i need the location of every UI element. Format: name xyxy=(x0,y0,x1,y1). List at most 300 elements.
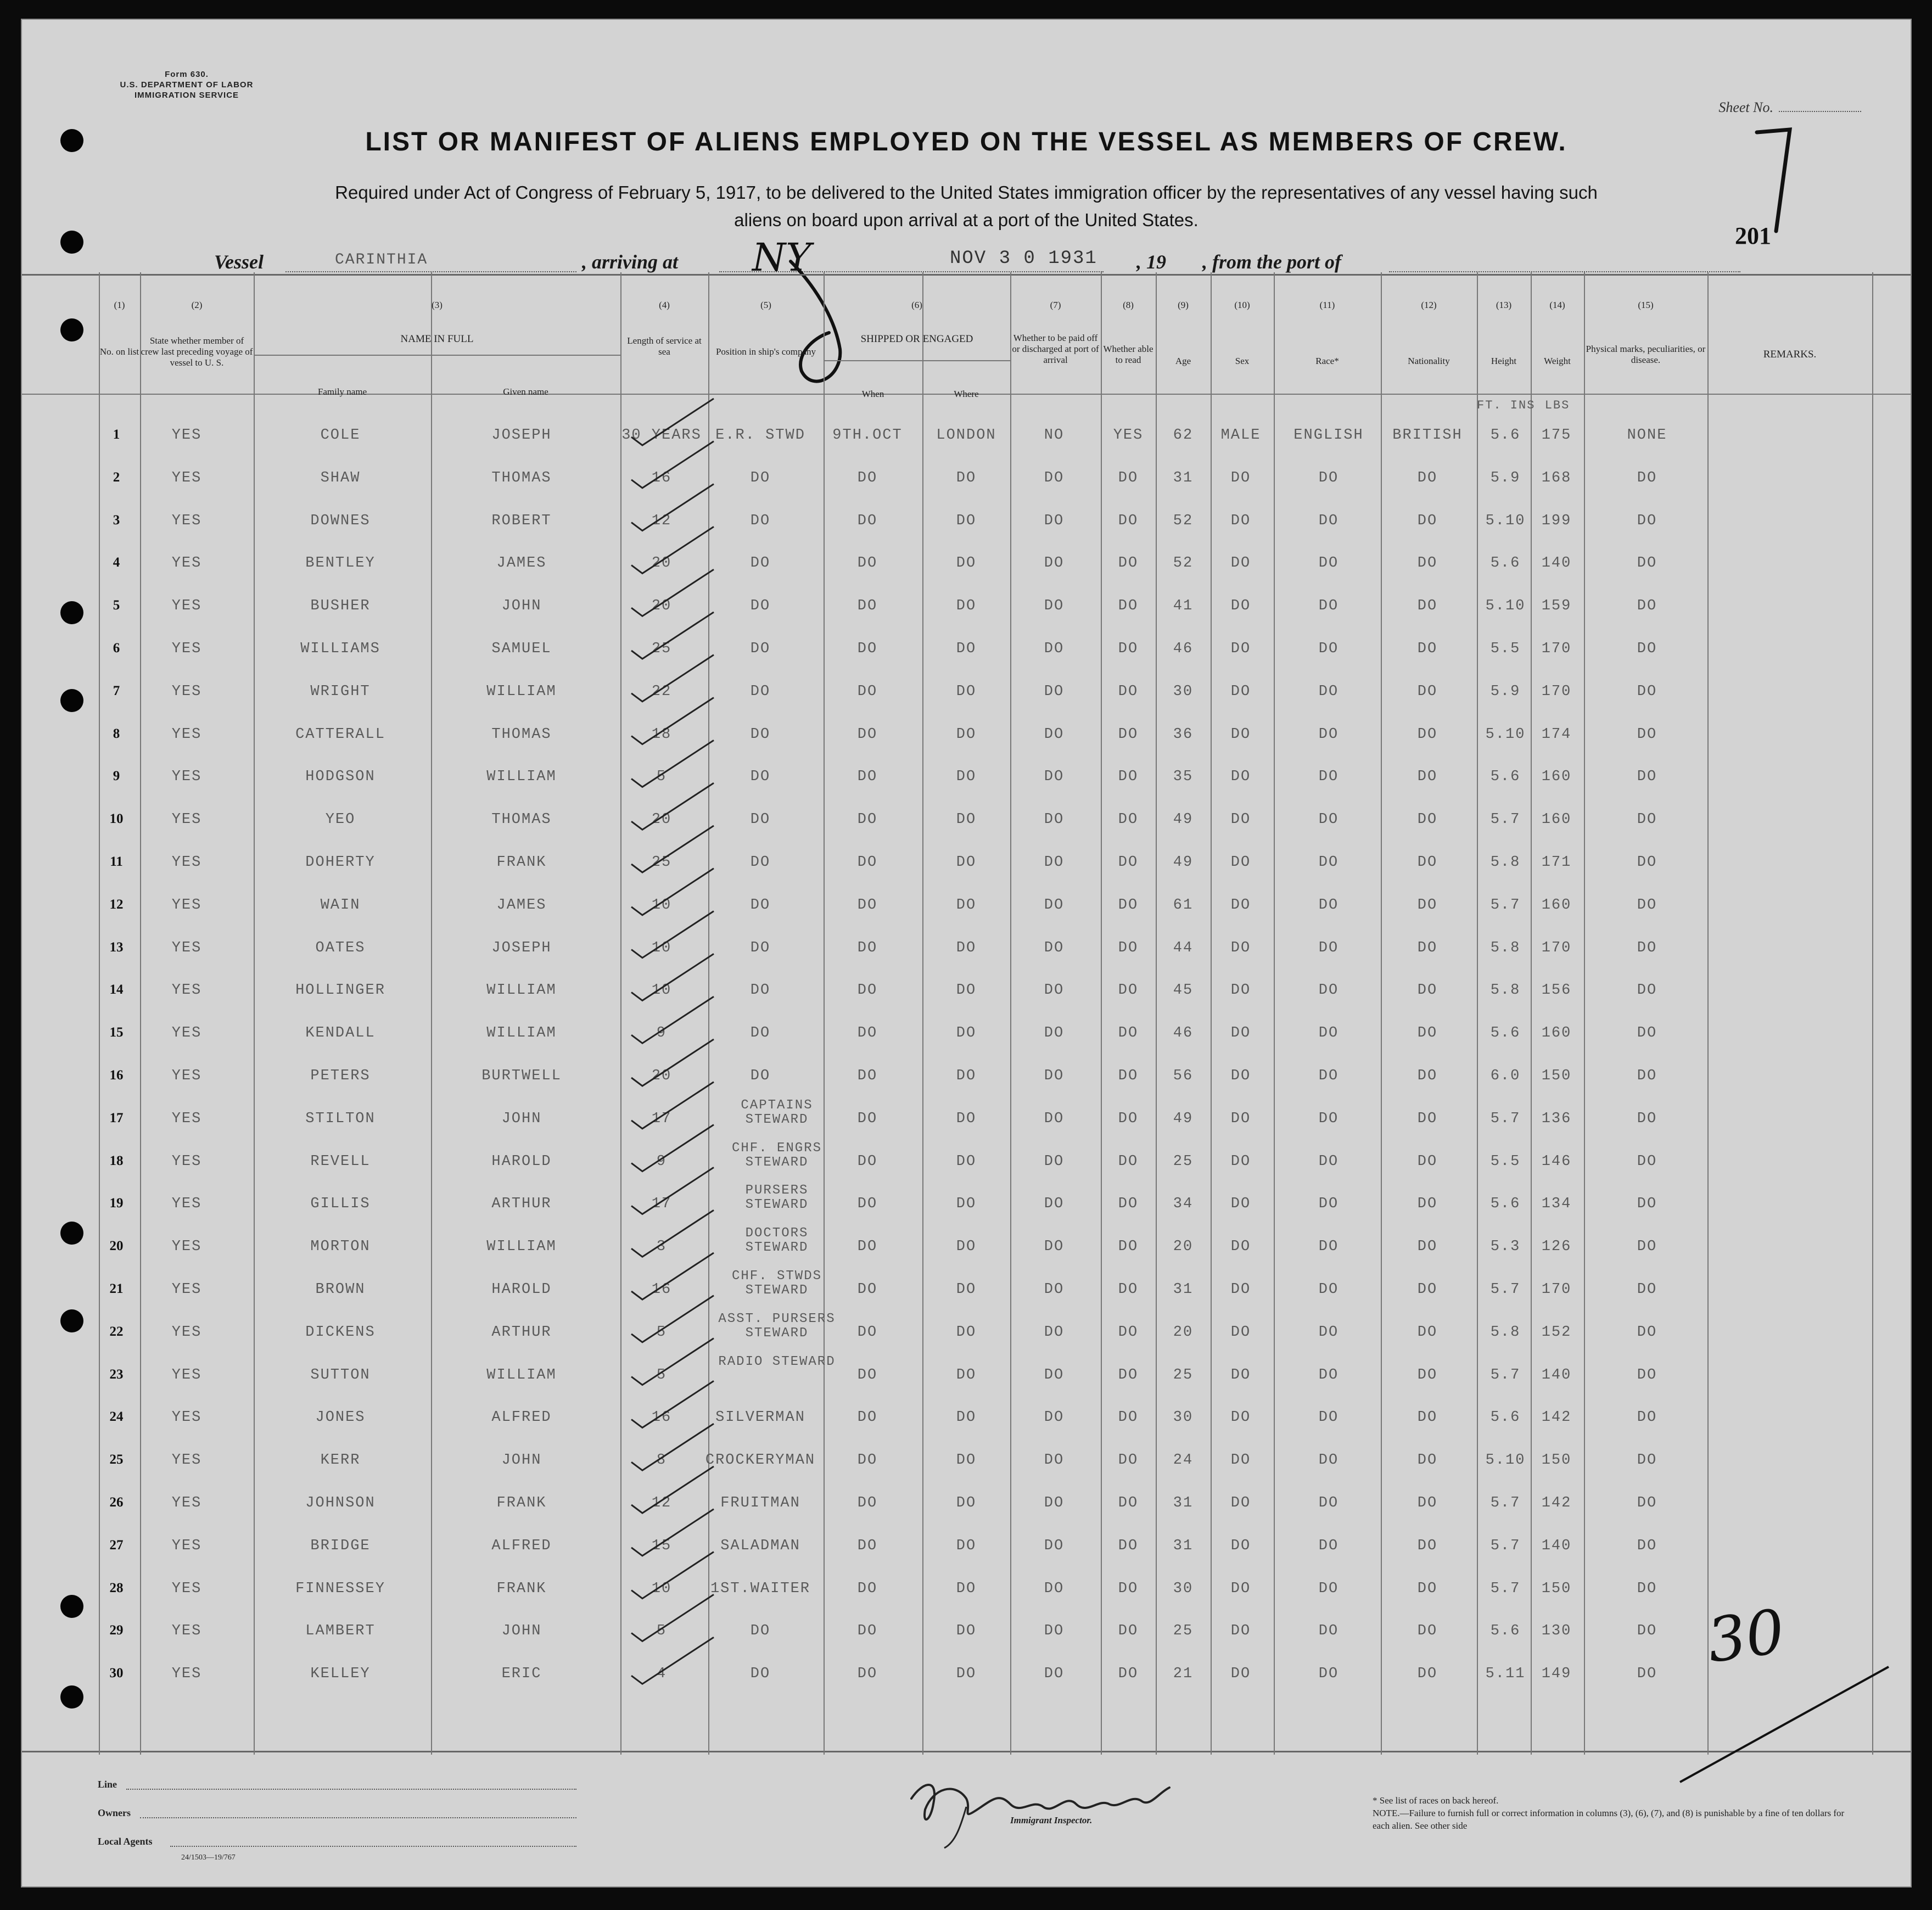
cell-when: 9TH.OCT xyxy=(832,427,903,444)
cell-service: 9 xyxy=(656,1025,667,1042)
cell-age: 41 xyxy=(1173,598,1194,615)
cell-sex: DO xyxy=(1230,1537,1251,1554)
inspector-label: Immigrant Inspector. xyxy=(1010,1815,1093,1825)
cell-when: DO xyxy=(857,683,878,700)
cell-sex: DO xyxy=(1230,854,1251,871)
cell-service: 10 xyxy=(651,939,672,956)
cell-when: DO xyxy=(857,512,878,529)
cell-race: DO xyxy=(1318,1025,1339,1042)
col-header-age-num: (9) xyxy=(1178,300,1189,310)
cell-where: DO xyxy=(956,1281,977,1298)
cell-race: DO xyxy=(1318,982,1339,999)
cell-n: 15 xyxy=(109,1025,124,1040)
handwritten-flourish xyxy=(780,228,862,404)
cell-weight: 152 xyxy=(1541,1324,1572,1341)
footnote-races: * See list of races on back hereof. xyxy=(1373,1795,1499,1806)
inspector-signature xyxy=(900,1760,1197,1853)
cell-position: FRUITMAN xyxy=(720,1495,800,1511)
cell-where: DO xyxy=(956,512,977,529)
cell-position: DO xyxy=(750,726,771,743)
cell-race: DO xyxy=(1318,1239,1339,1256)
cell-position: CHF. STWDS STEWARD xyxy=(731,1269,822,1298)
cell-height: 5.8 xyxy=(1490,854,1521,871)
cell-given: HAROLD xyxy=(491,1281,552,1298)
cell-read: DO xyxy=(1118,512,1139,529)
cell-race: DO xyxy=(1318,598,1339,615)
cell-paid: DO xyxy=(1044,1153,1065,1170)
cell-paid: DO xyxy=(1044,1239,1065,1256)
cell-sex: DO xyxy=(1230,1153,1251,1170)
cell-height: 5.7 xyxy=(1490,1495,1521,1511)
cell-marks: DO xyxy=(1637,1196,1657,1213)
cell-sex: DO xyxy=(1230,1623,1251,1640)
cell-crew: YES xyxy=(171,897,202,914)
cell-n: 8 xyxy=(113,726,120,741)
vessel-line xyxy=(214,235,1751,283)
cell-service: 16 xyxy=(651,469,672,486)
cell-n: 24 xyxy=(109,1409,124,1425)
cell-crew: YES xyxy=(171,1068,202,1084)
cell-when: DO xyxy=(857,1452,878,1469)
cell-crew: YES xyxy=(171,939,202,956)
cell-when: DO xyxy=(857,1366,878,1384)
cell-service: 5 xyxy=(656,1324,667,1341)
header-rule xyxy=(254,355,620,356)
cell-race: DO xyxy=(1318,1153,1339,1170)
cell-where: DO xyxy=(956,1153,977,1170)
cell-nat: DO xyxy=(1417,1025,1438,1042)
cell-given: FRANK xyxy=(496,1580,547,1597)
footer-line xyxy=(98,1779,117,1790)
cell-paid: DO xyxy=(1044,641,1065,657)
cell-nat: DO xyxy=(1417,726,1438,743)
cell-crew: YES xyxy=(171,982,202,999)
cell-nat: DO xyxy=(1417,1324,1438,1341)
cell-nat: DO xyxy=(1417,1623,1438,1640)
cell-sex: DO xyxy=(1230,512,1251,529)
cell-marks: DO xyxy=(1637,1110,1657,1127)
cell-where: DO xyxy=(956,769,977,786)
cell-paid: DO xyxy=(1044,1196,1065,1213)
department: U.S. DEPARTMENT OF LABOR xyxy=(120,80,254,89)
column-rule xyxy=(254,272,255,1755)
cell-service: 25 xyxy=(651,854,672,871)
cell-nat: DO xyxy=(1417,469,1438,486)
arriving-label: , arriving at xyxy=(582,251,679,273)
cell-height: 5.11 xyxy=(1485,1666,1526,1683)
punch-hole xyxy=(60,129,83,152)
col-header-name: NAME IN FULL xyxy=(400,333,474,345)
cell-read: DO xyxy=(1118,1068,1139,1084)
cell-race: DO xyxy=(1318,726,1339,743)
col-header-paid-off-num: (7) xyxy=(1050,300,1061,310)
footer-agents xyxy=(98,1836,153,1847)
cell-marks: DO xyxy=(1637,1281,1657,1298)
col-header-family: Family name xyxy=(317,387,367,397)
cell-height: 5.10 xyxy=(1485,512,1526,529)
cell-age: 25 xyxy=(1173,1623,1194,1640)
cell-weight: 136 xyxy=(1541,1110,1572,1127)
cell-crew: YES xyxy=(171,598,202,615)
cell-when: DO xyxy=(857,1495,878,1511)
cell-position: DO xyxy=(750,598,771,615)
col-header-height-num: (13) xyxy=(1496,300,1512,310)
cell-sex: DO xyxy=(1230,1196,1251,1213)
cell-given: WILLIAM xyxy=(486,769,557,786)
cell-nat: DO xyxy=(1417,555,1438,572)
cell-weight: 168 xyxy=(1541,469,1572,486)
cell-where: DO xyxy=(956,598,977,615)
cell-read: DO xyxy=(1118,1537,1139,1554)
cell-height: 5.8 xyxy=(1490,939,1521,956)
cell-sex: MALE xyxy=(1220,427,1261,444)
cell-read: DO xyxy=(1118,641,1139,657)
cell-sex: DO xyxy=(1230,1495,1251,1511)
form-number: Form 630. xyxy=(165,70,209,79)
cell-paid: DO xyxy=(1044,811,1065,828)
cell-given: FRANK xyxy=(496,854,547,871)
cell-family: SUTTON xyxy=(310,1366,371,1384)
cell-n: 29 xyxy=(109,1623,124,1638)
cell-service: 22 xyxy=(651,683,672,700)
cell-read: DO xyxy=(1118,811,1139,828)
cell-where: DO xyxy=(956,1452,977,1469)
cell-where: LONDON xyxy=(936,427,996,444)
cell-marks: DO xyxy=(1637,1068,1657,1084)
cell-service: 20 xyxy=(651,598,672,615)
cell-where: DO xyxy=(956,1025,977,1042)
cell-sex: DO xyxy=(1230,1110,1251,1127)
cell-crew: YES xyxy=(171,1666,202,1683)
cell-family: DICKENS xyxy=(305,1324,376,1341)
cell-marks: DO xyxy=(1637,939,1657,956)
print-code: 24/1503—19/767 xyxy=(181,1853,236,1862)
cell-nat: DO xyxy=(1417,683,1438,700)
cell-n: 28 xyxy=(109,1580,124,1595)
cell-race: DO xyxy=(1318,811,1339,828)
cell-where: DO xyxy=(956,1324,977,1341)
cell-weight: 140 xyxy=(1541,1537,1572,1554)
cell-weight: 150 xyxy=(1541,1580,1572,1597)
cell-service: 30 YEARS xyxy=(621,427,702,444)
cell-height: 5.7 xyxy=(1490,1537,1521,1554)
cell-given: WILLIAM xyxy=(486,1366,557,1384)
cell-height: 5.3 xyxy=(1490,1239,1521,1256)
cell-position: CROCKERYMAN xyxy=(705,1452,816,1469)
cell-n: 16 xyxy=(109,1068,124,1083)
punch-hole xyxy=(60,1309,83,1332)
cell-family: BRIDGE xyxy=(310,1537,371,1554)
cell-read: DO xyxy=(1118,1196,1139,1213)
cell-weight: 160 xyxy=(1541,897,1572,914)
cell-when: DO xyxy=(857,555,878,572)
cell-family: CATTERALL xyxy=(295,726,385,743)
cell-family: BROWN xyxy=(315,1281,366,1298)
col-header-crew: State whether member of crew last preceding voyage of vessel to U. S. xyxy=(141,335,253,368)
cell-sex: DO xyxy=(1230,811,1251,828)
cell-when: DO xyxy=(857,726,878,743)
cell-given: ALFRED xyxy=(491,1409,552,1426)
cell-nat: DO xyxy=(1417,1068,1438,1084)
cell-paid: DO xyxy=(1044,469,1065,486)
column-rule xyxy=(1101,272,1102,1755)
cell-given: JOHN xyxy=(501,1452,542,1469)
cell-read: DO xyxy=(1118,598,1139,615)
cell-position: RADIO STEWARD xyxy=(718,1354,836,1369)
cell-position: SALADMAN xyxy=(720,1537,800,1554)
col-header-shipped: SHIPPED OR ENGAGED xyxy=(860,333,973,345)
cell-weight: 174 xyxy=(1541,726,1572,743)
cell-when: DO xyxy=(857,1537,878,1554)
cell-weight: 160 xyxy=(1541,811,1572,828)
cell-marks: DO xyxy=(1637,1452,1657,1469)
cell-family: JONES xyxy=(315,1409,366,1426)
cell-paid: DO xyxy=(1044,897,1065,914)
cell-nat: DO xyxy=(1417,1281,1438,1298)
cell-read: DO xyxy=(1118,939,1139,956)
cell-sex: DO xyxy=(1230,769,1251,786)
cell-given: JOHN xyxy=(501,1623,542,1640)
cell-crew: YES xyxy=(171,427,202,444)
cell-given: WILLIAM xyxy=(486,683,557,700)
cell-n: 10 xyxy=(109,811,124,827)
cell-service: 9 xyxy=(656,1153,667,1170)
col-header-shipped-num: (6) xyxy=(911,300,922,310)
cell-nat: DO xyxy=(1417,811,1438,828)
page-title: LIST OR MANIFEST OF ALIENS EMPLOYED ON THE VESSEL AS MEMBERS OF CREW. xyxy=(365,127,1567,156)
cell-crew: YES xyxy=(171,1537,202,1554)
cell-given: ALFRED xyxy=(491,1537,552,1554)
handwritten-total: 30 xyxy=(1703,1595,1789,1677)
cell-read: DO xyxy=(1118,897,1139,914)
cell-given: WILLIAM xyxy=(486,1025,557,1042)
col-header-age: Age xyxy=(1175,356,1191,366)
col-header-race-num: (11) xyxy=(1319,300,1335,310)
cell-crew: YES xyxy=(171,512,202,529)
cell-paid: DO xyxy=(1044,1580,1065,1597)
cell-weight: 170 xyxy=(1541,1281,1572,1298)
cell-when: DO xyxy=(857,598,878,615)
footnote-penalty: NOTE.—Failure to furnish full or correct information in columns (3), (6), (7), and (8) is punishable by a fine of ten dollars for each alien. See other side xyxy=(1373,1808,1845,1831)
cell-age: 31 xyxy=(1173,1537,1194,1554)
cell-when: DO xyxy=(857,982,878,999)
cell-read: DO xyxy=(1118,1452,1139,1469)
cell-service: 12 xyxy=(651,1495,672,1511)
cell-service: 12 xyxy=(651,512,672,529)
col-header-height: Height xyxy=(1491,356,1517,366)
cell-race: DO xyxy=(1318,1196,1339,1213)
cell-paid: DO xyxy=(1044,1324,1065,1341)
cell-given: FRANK xyxy=(496,1495,547,1511)
cell-when: DO xyxy=(857,1666,878,1683)
cell-sex: DO xyxy=(1230,726,1251,743)
cell-crew: YES xyxy=(171,854,202,871)
cell-crew: YES xyxy=(171,1452,202,1469)
cell-crew: YES xyxy=(171,1580,202,1597)
cell-n: 5 xyxy=(113,598,120,613)
cell-marks: NONE xyxy=(1627,427,1667,444)
cell-crew: YES xyxy=(171,1239,202,1256)
column-rule xyxy=(1584,272,1585,1755)
cell-when: DO xyxy=(857,1025,878,1042)
cell-family: WRIGHT xyxy=(310,683,371,700)
cell-service: 16 xyxy=(651,1409,672,1426)
cell-read: DO xyxy=(1118,469,1139,486)
punch-hole xyxy=(60,231,83,254)
cell-family: SHAW xyxy=(320,469,361,486)
cell-crew: YES xyxy=(171,811,202,828)
column-rule xyxy=(1381,272,1382,1755)
cell-weight: 140 xyxy=(1541,1366,1572,1384)
cell-given: BURTWELL xyxy=(481,1068,562,1084)
cell-height: 5.8 xyxy=(1490,982,1521,999)
col-header-nationality: Nationality xyxy=(1408,356,1450,366)
cell-service: 3 xyxy=(656,1239,667,1256)
cell-n: 11 xyxy=(110,854,123,869)
cell-weight: 156 xyxy=(1541,982,1572,999)
cell-paid: DO xyxy=(1044,726,1065,743)
cell-when: DO xyxy=(857,939,878,956)
cell-height: 5.9 xyxy=(1490,469,1521,486)
cell-service: 4 xyxy=(656,1666,667,1683)
cell-age: 25 xyxy=(1173,1153,1194,1170)
cell-read: DO xyxy=(1118,555,1139,572)
cell-nat: DO xyxy=(1417,1366,1438,1384)
col-header-position-num: (5) xyxy=(760,300,771,310)
check-marks xyxy=(604,393,747,1722)
cell-height: 5.7 xyxy=(1490,1110,1521,1127)
cell-family: GILLIS xyxy=(310,1196,371,1213)
cell-family: COLE xyxy=(320,427,361,444)
cell-nat: BRITISH xyxy=(1392,427,1463,444)
cell-where: DO xyxy=(956,726,977,743)
cell-family: STILTON xyxy=(305,1110,376,1127)
cell-marks: DO xyxy=(1637,811,1657,828)
punch-hole xyxy=(60,1685,83,1709)
cell-race: DO xyxy=(1318,769,1339,786)
cell-height: 5.6 xyxy=(1490,1623,1521,1640)
cell-paid: DO xyxy=(1044,1110,1065,1127)
cell-sex: DO xyxy=(1230,897,1251,914)
sheet-number xyxy=(1718,99,1861,116)
cell-n: 23 xyxy=(109,1366,124,1382)
cell-n: 22 xyxy=(109,1324,124,1339)
cell-position: DOCTORS STEWARD xyxy=(745,1226,809,1256)
cell-nat: DO xyxy=(1417,598,1438,615)
cell-race: DO xyxy=(1318,939,1339,956)
cell-height: 5.6 xyxy=(1490,1196,1521,1213)
cell-service: 10 xyxy=(651,1580,672,1597)
cell-given: JOSEPH xyxy=(491,939,552,956)
cell-given: WILLIAM xyxy=(486,982,557,999)
cell-family: DOWNES xyxy=(310,512,371,529)
cell-crew: YES xyxy=(171,1623,202,1640)
cell-nat: DO xyxy=(1417,641,1438,657)
cell-race: DO xyxy=(1318,683,1339,700)
col-header-remarks: REMARKS. xyxy=(1763,349,1817,360)
cell-paid: DO xyxy=(1044,854,1065,871)
column-rule xyxy=(140,272,141,1755)
cell-age: 20 xyxy=(1173,1239,1194,1256)
cell-n: 21 xyxy=(109,1281,124,1296)
cell-where: DO xyxy=(956,1068,977,1084)
cell-sex: DO xyxy=(1230,1666,1251,1683)
cell-race: DO xyxy=(1318,1623,1339,1640)
cell-age: 46 xyxy=(1173,1025,1194,1042)
cell-age: 52 xyxy=(1173,555,1194,572)
cell-position: SILVERMAN xyxy=(715,1409,805,1426)
cell-weight: 149 xyxy=(1541,1666,1572,1683)
cell-height: 5.7 xyxy=(1490,811,1521,828)
cell-position: DO xyxy=(750,1025,771,1042)
cell-where: DO xyxy=(956,555,977,572)
cell-given: ERIC xyxy=(501,1666,542,1683)
cell-age: 30 xyxy=(1173,683,1194,700)
cell-service: 5 xyxy=(656,1623,667,1640)
cell-position: DO xyxy=(750,555,771,572)
owners-label: Owners xyxy=(98,1807,131,1818)
col-header-marks: Physical marks, peculiarities, or disease. xyxy=(1586,344,1706,365)
cell-height: 5.7 xyxy=(1490,1281,1521,1298)
cell-race: DO xyxy=(1318,854,1339,871)
cell-service: 5 xyxy=(656,769,667,786)
cell-where: DO xyxy=(956,982,977,999)
cell-race: DO xyxy=(1318,1580,1339,1597)
page-subtitle xyxy=(209,179,1724,234)
cell-read: DO xyxy=(1118,1239,1139,1256)
column-rule xyxy=(431,272,432,1755)
cell-age: 62 xyxy=(1173,427,1194,444)
col-header-race: Race* xyxy=(1315,356,1339,366)
cell-given: THOMAS xyxy=(491,726,552,743)
cell-where: DO xyxy=(956,939,977,956)
cell-paid: DO xyxy=(1044,1495,1065,1511)
cell-age: 31 xyxy=(1173,469,1194,486)
col-header-sex: Sex xyxy=(1235,356,1250,366)
cell-sex: DO xyxy=(1230,1409,1251,1426)
cell-nat: DO xyxy=(1417,1666,1438,1683)
cell-position: DO xyxy=(750,982,771,999)
cell-marks: DO xyxy=(1637,854,1657,871)
cell-service: 5 xyxy=(656,1366,667,1384)
cell-when: DO xyxy=(857,1110,878,1127)
cell-height: 6.0 xyxy=(1490,1068,1521,1084)
cell-height: 5.7 xyxy=(1490,1366,1521,1384)
cell-position: DO xyxy=(750,769,771,786)
col-header-service-num: (4) xyxy=(659,300,670,310)
cell-position: CAPTAINS STEWARD xyxy=(741,1097,813,1127)
cell-crew: YES xyxy=(171,1366,202,1384)
col-header-weight: Weight xyxy=(1544,356,1571,366)
cell-when: DO xyxy=(857,1281,878,1298)
cell-marks: DO xyxy=(1637,897,1657,914)
cell-race: DO xyxy=(1318,469,1339,486)
cell-service: 10 xyxy=(651,982,672,999)
cell-age: 52 xyxy=(1173,512,1194,529)
cell-marks: DO xyxy=(1637,1324,1657,1341)
cell-weight: 130 xyxy=(1541,1623,1572,1640)
cell-nat: DO xyxy=(1417,1153,1438,1170)
cell-sex: DO xyxy=(1230,939,1251,956)
cell-age: 49 xyxy=(1173,854,1194,871)
cell-marks: DO xyxy=(1637,469,1657,486)
cell-nat: DO xyxy=(1417,982,1438,999)
col-header-position: Position in ship's company xyxy=(715,346,816,357)
cell-n: 2 xyxy=(113,469,120,485)
cell-age: 46 xyxy=(1173,641,1194,657)
cell-age: 34 xyxy=(1173,1196,1194,1213)
column-rule xyxy=(1211,272,1212,1755)
